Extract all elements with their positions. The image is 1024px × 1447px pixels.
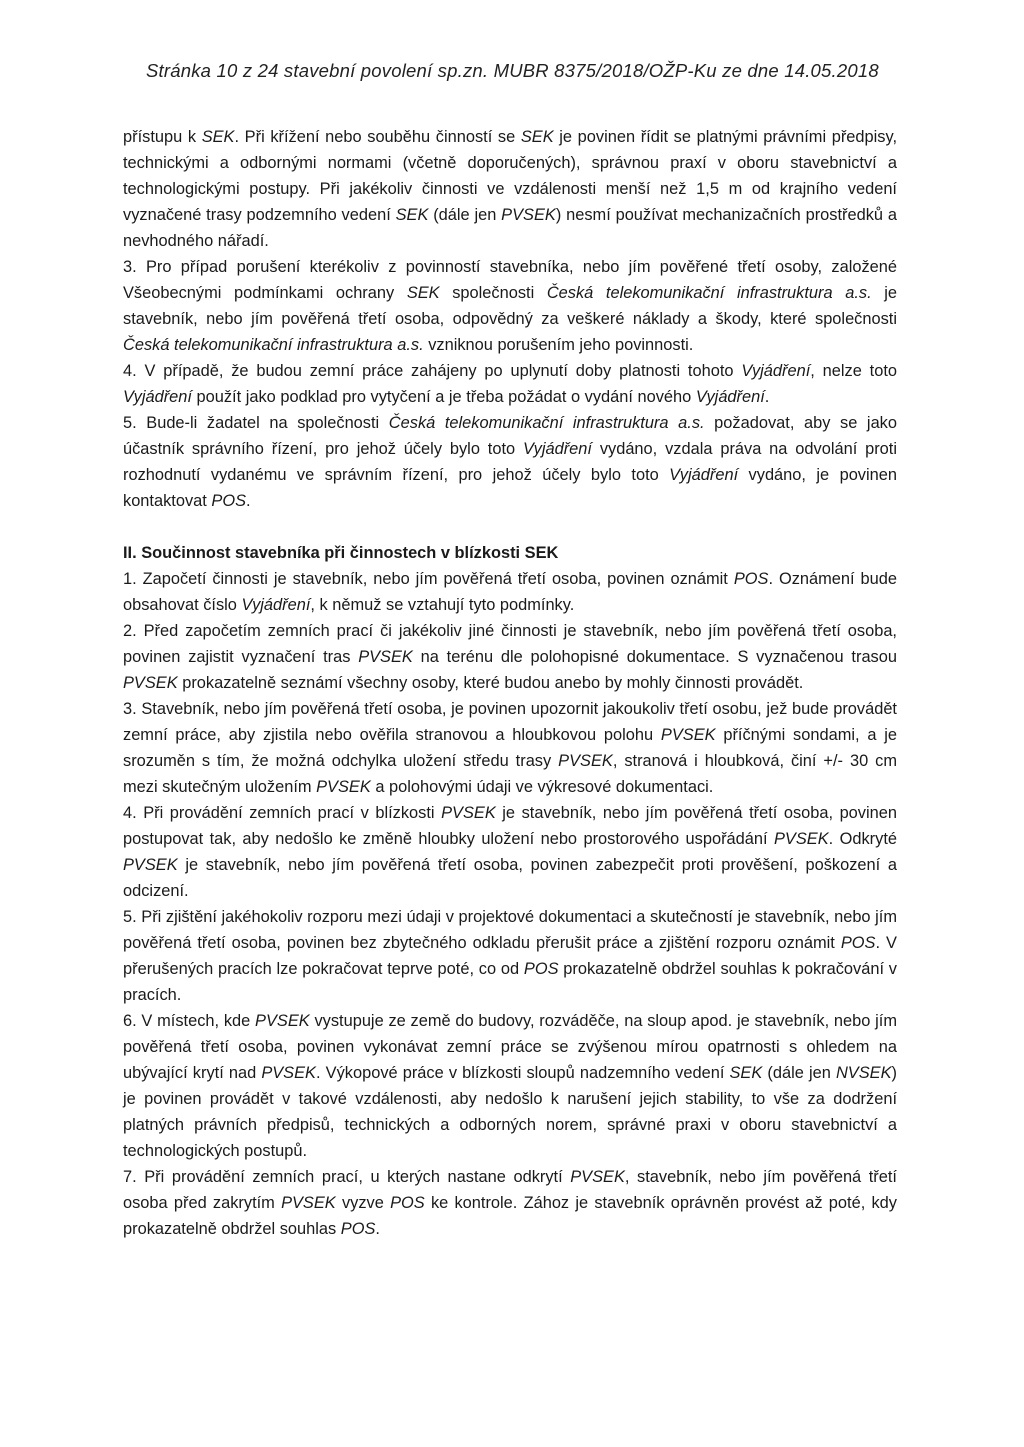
paragraph-spacer bbox=[123, 514, 897, 540]
paragraph-item-4: 4. V případě, že budou zemní práce zahájeny po uplynutí doby platnosti tohoto Vyjádření, nelze toto Vyjádření použít jako podklad pro vytyčení a je třeba požádat o vydání nového Vyjádření. bbox=[123, 362, 897, 406]
page-header: Stránka 10 z 24 stavební povolení sp.zn. MUBR 8375/2018/OŽP-Ku ze dne 14.05.2018 bbox=[146, 60, 879, 81]
paragraph-section2-item-7: 7. Při provádění zemních prací, u kterých nastane odkrytí PVSEK, stavebník, nebo jím pověřená třetí osoba před zakrytím PVSEK vyzve POS ke kontrole. Zához je stavebník oprávněn provést až poté, kdy prokazatelně obdržel souhlas POS. bbox=[123, 1168, 897, 1238]
paragraph-section2-item-2: 2. Před započetím zemních prací či jakékoliv jiné činnosti je stavebník, nebo jím pověřená třetí osoba, povinen zajistit vyznačení tras PVSEK na terénu dle polohopisné dokumentace. S vyznačenou trasou PVSEK prokazatelně seznámí všechny osoby, které budou anebo by mohly činnosti provádět. bbox=[123, 622, 897, 692]
section-title: II. Součinnost stavebníka při činnostech v blízkosti SEK bbox=[123, 544, 559, 562]
paragraph-item-3: 3. Pro případ porušení kterékoliv z povinností stavebníka, nebo jím pověřené třetí osoby, založené Všeobecnými podmínkami ochrany SEK společnosti Česká telekomunikační infrastruktura a.s. je stavebník, nebo jím pověřená třetí osoba, odpovědný za veškeré náklady a škody, které společnosti Česká telekomunikační infrastruktura a.s. vzniknou porušením jeho povinnosti. bbox=[123, 258, 898, 354]
paragraph-section2-item-4: 4. Při provádění zemních prací v blízkosti PVSEK je stavebník, nebo jím pověřená třetí osoba, povinen postupovat tak, aby nedošlo ke změně hloubky uložení nebo prostorového uspořádání PVSEK. Odkryté PVSEK je stavebník, nebo jím pověřená třetí osoba, povinen zabezpečit proti prověšení, poškození a odcizení. bbox=[123, 804, 897, 900]
paragraph-section2-item-1: 1. Započetí činnosti je stavebník, nebo jím pověřená třetí osoba, povinen oznámit POS. Oznámení bude obsahovat číslo Vyjádření, k němuž se vztahují tyto podmínky. bbox=[123, 570, 897, 614]
paragraph-section2-item-3: 3. Stavebník, nebo jím pověřená třetí osoba, je povinen upozornit jakoukoliv třetí osobu, jež bude provádět zemní práce, aby zjistila nebo ověřila stranovou a hloubkovou polohu PVSEK příčnými sondami, a je srozuměn s tím, že možná odchylka uložení středu trasy PVSEK, stranová i hloubková, činí +/- 30 cm mezi skutečným uložením PVSEK a polohovými údaji ve výkresové dokumentaci. bbox=[123, 700, 897, 796]
paragraph-intro: přístupu k SEK. Při křížení nebo souběhu činností se SEK je povinen řídit se platnými právními předpisy, technickými a odbornými normami (včetně doporučených), správnou praxí v oboru stavebnictví a technologickými postupy. Při jakékoliv činnosti ve vzdálenosti menší než 1,5 m od krajního vedení vyznačené trasy podzemního vedení SEK (dále jen PVSEK) nesmí používat mechanizačních prostředků a nevhodného nářadí. bbox=[123, 128, 898, 250]
paragraph-item-5: 5. Bude-li žadatel na společnosti Česká telekomunikační infrastruktura a.s. požadovat, aby se jako účastník správního řízení, pro jehož účely bylo toto Vyjádření vydáno, vzdala práva na odvolání proti rozhodnutí vydanému ve správním řízení, pro jehož účely bylo toto Vyjádření vydáno, je povinen kontaktovat POS. bbox=[123, 414, 897, 510]
document-body bbox=[123, 124, 897, 1242]
paragraph-section2-item-5: 5. Při zjištění jakéhokoliv rozporu mezi údaji v projektové dokumentaci a skutečností je stavebník, nebo jím pověřená třetí osoba, povinen bez zbytečného odkladu přerušit práce a zjištění rozporu oznámit POS. V přerušených pracích lze pokračovat teprve poté, co od POS prokazatelně obdržel souhlas k pokračování v pracích. bbox=[123, 908, 897, 1004]
paragraph-section2-item-6: 6. V místech, kde PVSEK vystupuje ze země do budovy, rozváděče, na sloup apod. je stavebník, nebo jím pověřená třetí osoba, povinen vykonávat zemní práce se zvýšenou mírou opatrnosti s ohledem na ubývající krytí nad PVSEK. Výkopové práce v blízkosti sloupů nadzemního vedení SEK (dále jen NVSEK) je povinen provádět v takové vzdálenosti, aby nedošlo k narušení jejich stability, to vše za dodržení platných právních předpisů, technických a odborných norem, správné praxi v oboru stavebnictví a technologických postupů. bbox=[123, 1012, 897, 1160]
